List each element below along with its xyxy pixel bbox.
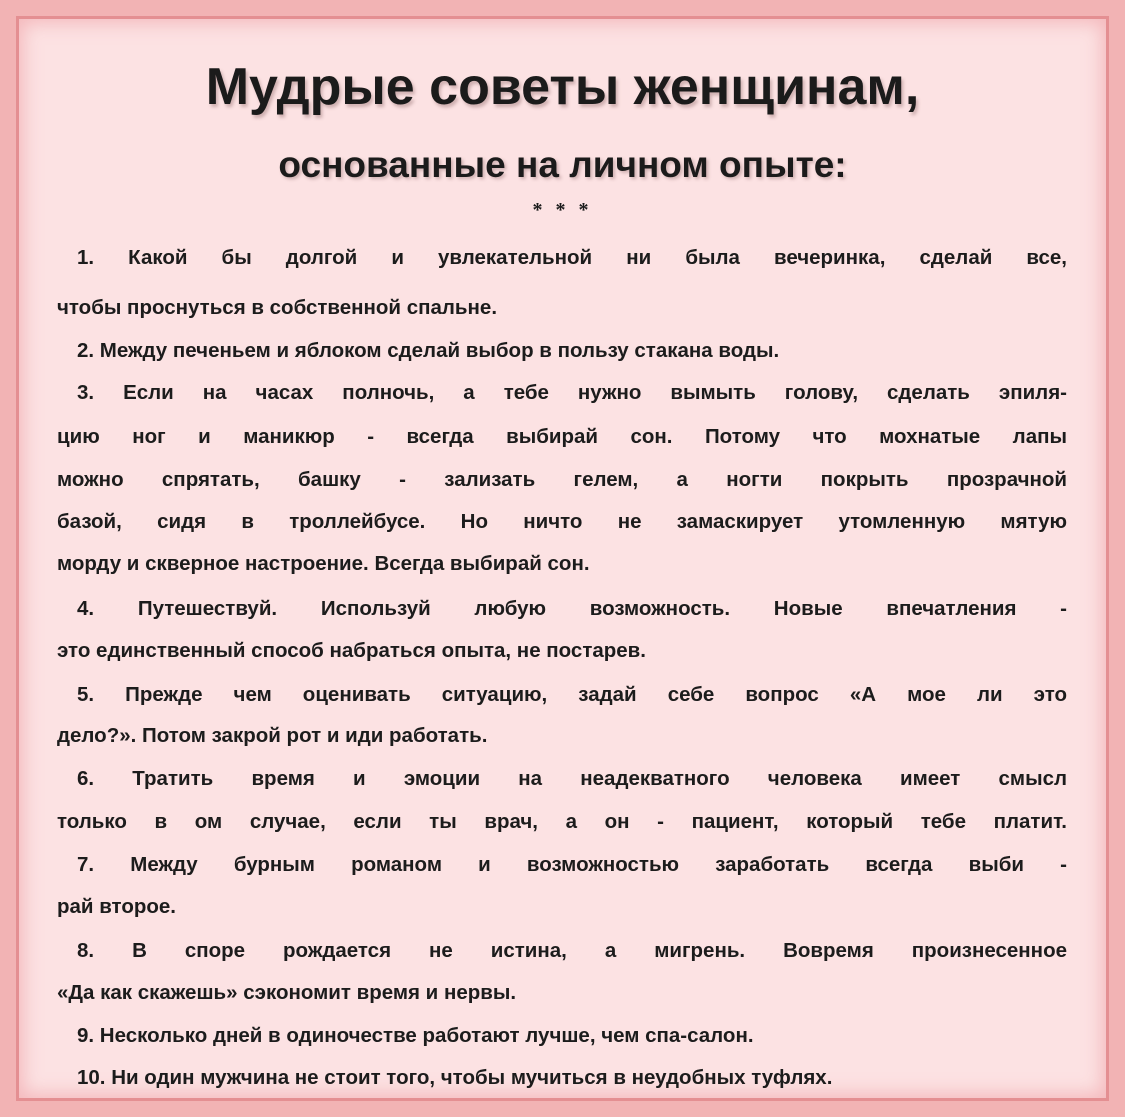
- text-line: 8. В споре рождается не истина, а мигрень. Вовремя произнесенное: [77, 939, 1067, 962]
- text-line: 3. Если на часах полночь, а тебе нужно вымыть голову, сделать эпиля-: [77, 381, 1067, 404]
- text-line: 4. Путешествуй. Используй любую возможность. Новые впечатления -: [77, 597, 1067, 620]
- text-line: рай второе.: [57, 895, 176, 918]
- page-subtitle: основанные на личном опыте:: [278, 144, 847, 185]
- text-line: морду и скверное настроение. Всегда выбирай сон.: [57, 552, 590, 575]
- text-line: чтобы проснуться в собственной спальне.: [57, 296, 498, 319]
- text-line: цию ног и маникюр - всегда выбирай сон. Потому что мохнатые лапы: [57, 425, 1067, 448]
- text-line: 1. Какой бы долгой и увлекательной ни была вечеринка, сделай все,: [77, 246, 1067, 269]
- text-line: дело?». Потом закрой рот и иди работать.: [57, 724, 488, 747]
- text-line: 10. Ни один мужчина не стоит того, чтобы мучиться в неудобных туфлях.: [77, 1066, 833, 1089]
- separator-stars: * * *: [532, 199, 593, 221]
- content-card: [16, 16, 1109, 1101]
- text-line: 9. Несколько дней в одиночестве работают лучше, чем спа-салон.: [77, 1024, 754, 1047]
- text-line: можно спрятать, башку - зализать гелем, а ногти покрыть прозрачной: [57, 468, 1067, 491]
- text-line: 2. Между печеньем и яблоком сделай выбор в пользу стакана воды.: [77, 339, 780, 362]
- text-line: 7. Между бурным романом и возможностью заработать всегда выби -: [77, 853, 1067, 876]
- text-line: это единственный способ набраться опыта, не постарев.: [57, 639, 646, 662]
- text-line: 6. Тратить время и эмоции на неадекватного человека имеет смысл: [77, 767, 1067, 790]
- text-line: базой, сидя в троллейбусе. Но ничто не замаскирует утомленную мятую: [57, 510, 1067, 533]
- text-line: только в ом случае, если ты врач, а он - пациент, который тебе платит.: [57, 810, 1067, 833]
- text-line: «Да как скажешь» сэкономит время и нервы.: [57, 981, 517, 1004]
- page-title: Мудрые советы женщинам,: [205, 58, 920, 116]
- text-line: 5. Прежде чем оценивать ситуацию, задай себе вопрос «А мое ли это: [77, 683, 1067, 706]
